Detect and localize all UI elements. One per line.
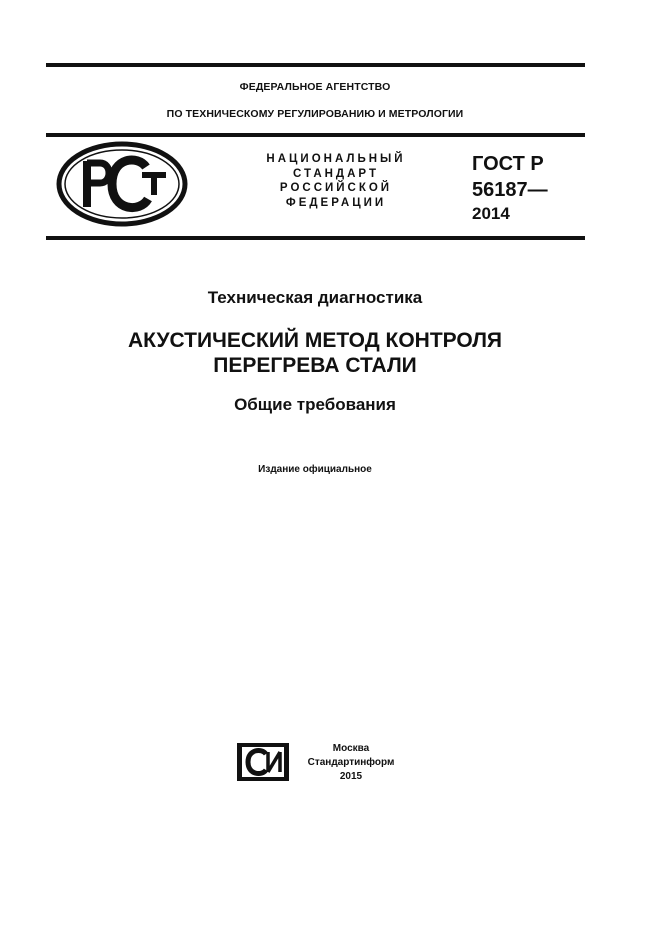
- gost-code-line-3: 2014: [472, 204, 510, 223]
- top-rule: [46, 63, 585, 67]
- publication-year: 2015: [339, 771, 363, 782]
- publisher-city: Москва: [332, 743, 370, 754]
- gost-code: [472, 151, 548, 225]
- gost-code-line-1: ГОСТ Р: [472, 153, 544, 175]
- standard-type-line-3: РОССИЙСКОЙ: [279, 182, 393, 194]
- standartinform-logo-icon: [236, 742, 290, 782]
- subtitle: Общие требования: [234, 395, 396, 414]
- standard-type-line-4: ФЕДЕРАЦИИ: [285, 196, 387, 209]
- standard-type-line-2: СТАНДАРТ: [293, 167, 379, 180]
- header-box-bottom-rule: [46, 236, 585, 240]
- standard-type: [236, 152, 436, 210]
- standard-type-line-1: НАЦИОНАЛЬНЫЙ: [266, 153, 406, 165]
- publisher-block: [296, 742, 406, 784]
- agency-line-1: ФЕДЕРАЛЬНОЕ АГЕНТСТВО: [239, 81, 391, 93]
- main-title-line-1: АКУСТИЧЕСКИЙ МЕТОД КОНТРОЛЯ: [127, 329, 503, 352]
- main-title: [0, 328, 630, 378]
- edition-note: Издание официальное: [258, 464, 372, 475]
- agency-line-2: ПО ТЕХНИЧЕСКОМУ РЕГУЛИРОВАНИЮ И МЕТРОЛОГИИ: [166, 108, 464, 120]
- header-box-top-rule: [46, 133, 585, 137]
- publisher-name: Стандартинформ: [307, 757, 395, 768]
- main-title-line-2: ПЕРЕГРЕВА СТАЛИ: [213, 354, 417, 377]
- gost-code-line-2: 56187—: [472, 179, 548, 201]
- category-title: Техническая диагностика: [207, 288, 423, 307]
- gost-r-logo-icon: [56, 141, 188, 227]
